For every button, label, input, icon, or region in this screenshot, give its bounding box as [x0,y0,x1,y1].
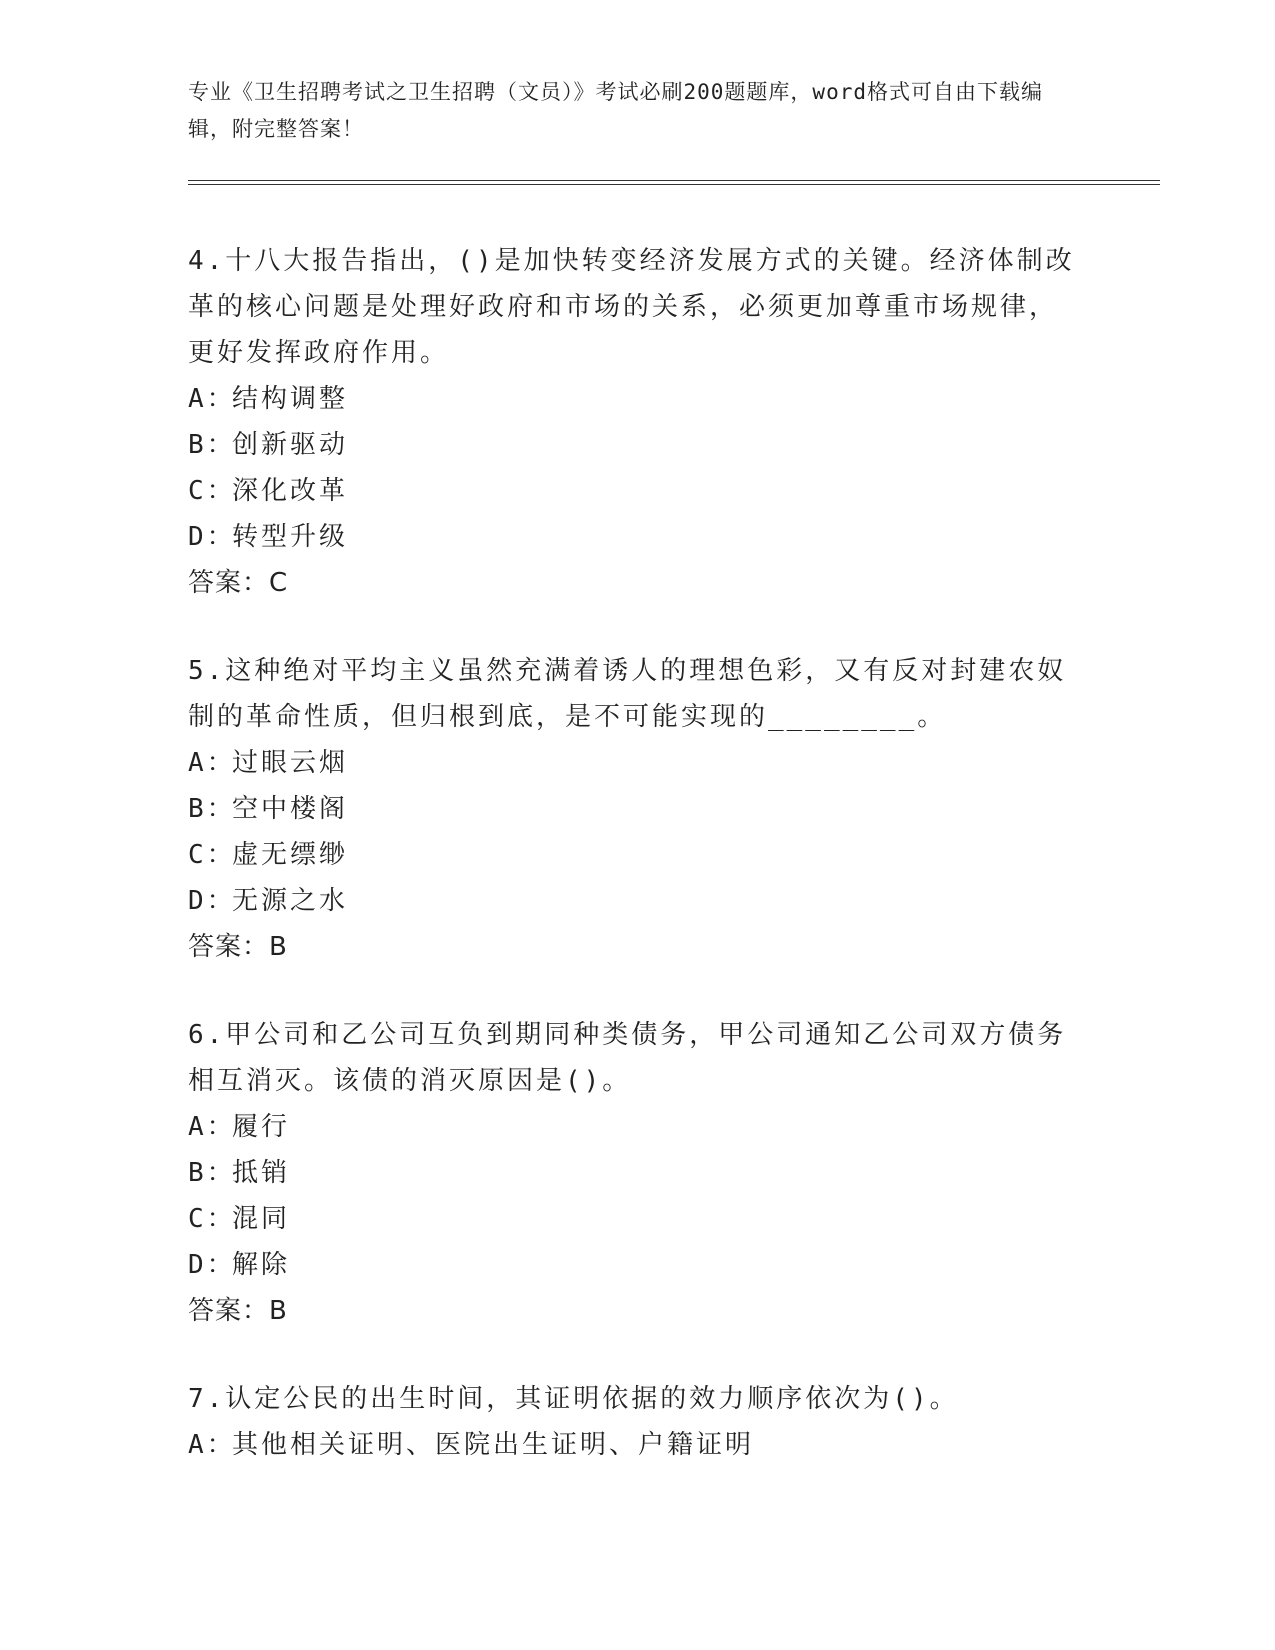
option-text: 抵销 [232,1158,291,1188]
header-divider-top [188,180,1160,181]
option-key: C： [188,840,236,870]
option-key: A： [188,1112,236,1142]
option-a [188,1104,1078,1150]
question-7 [188,1376,1078,1468]
option-text: 结构调整 [232,384,349,414]
option-key: A： [188,1430,236,1460]
option-b [188,1150,1078,1196]
question-text: 4.十八大报告指出，()是加快转变经济发展方式的关键。经济体制改革的核心问题是处理好政府和市场的关系，必须更加尊重市场规律，更好发挥政府作用。 [188,246,1075,368]
option-key: B： [188,794,236,824]
option-text: 过眼云烟 [232,748,349,778]
option-key: A： [188,384,236,414]
option-a [188,376,1078,422]
option-d [188,1242,1078,1288]
question-text: 7.认定公民的出生时间，其证明依据的效力顺序依次为()。 [188,1384,959,1414]
question-5 [188,648,1078,970]
option-key: B： [188,430,236,460]
header-divider-bottom [188,184,1160,185]
option-text: 虚无缥缈 [232,840,349,870]
option-c [188,468,1078,514]
option-text: 混同 [232,1204,291,1234]
option-b [188,422,1078,468]
question-list [188,238,1078,1510]
question-text: 5.这种绝对平均主义虽然充满着诱人的理想色彩，又有反对封建农奴制的革命性质，但归根到底，是不可能实现的________。 [188,656,1067,732]
option-key: B： [188,1158,236,1188]
answer-line: 答案：B [188,932,288,962]
option-d [188,514,1078,560]
option-text: 空中楼阁 [232,794,349,824]
option-d [188,878,1078,924]
option-text: 履行 [232,1112,291,1142]
option-text: 解除 [232,1250,291,1280]
option-text: 无源之水 [232,886,349,916]
option-key: C： [188,476,236,506]
answer-line: 答案：B [188,1296,288,1326]
option-a [188,1422,1078,1468]
option-b [188,786,1078,832]
question-text: 6.甲公司和乙公司互负到期同种类债务，甲公司通知乙公司双方债务相互消灭。该债的消灭原因是()。 [188,1020,1067,1096]
question-4 [188,238,1078,606]
document-header: 专业《卫生招聘考试之卫生招聘（文员）》考试必刷200题题库，word格式可自由下载编辑，附完整答案！ [188,80,1043,141]
question-6 [188,1012,1078,1334]
option-text: 深化改革 [232,476,349,506]
option-key: D： [188,1250,236,1280]
option-text: 创新驱动 [232,430,349,460]
option-text: 转型升级 [232,522,349,552]
option-c [188,1196,1078,1242]
option-a [188,740,1078,786]
option-key: C： [188,1204,236,1234]
option-text: 其他相关证明、医院出生证明、户籍证明 [232,1430,755,1460]
answer-line: 答案：C [188,568,289,598]
option-key: D： [188,522,236,552]
option-key: D： [188,886,236,916]
option-key: A： [188,748,236,778]
option-c [188,832,1078,878]
